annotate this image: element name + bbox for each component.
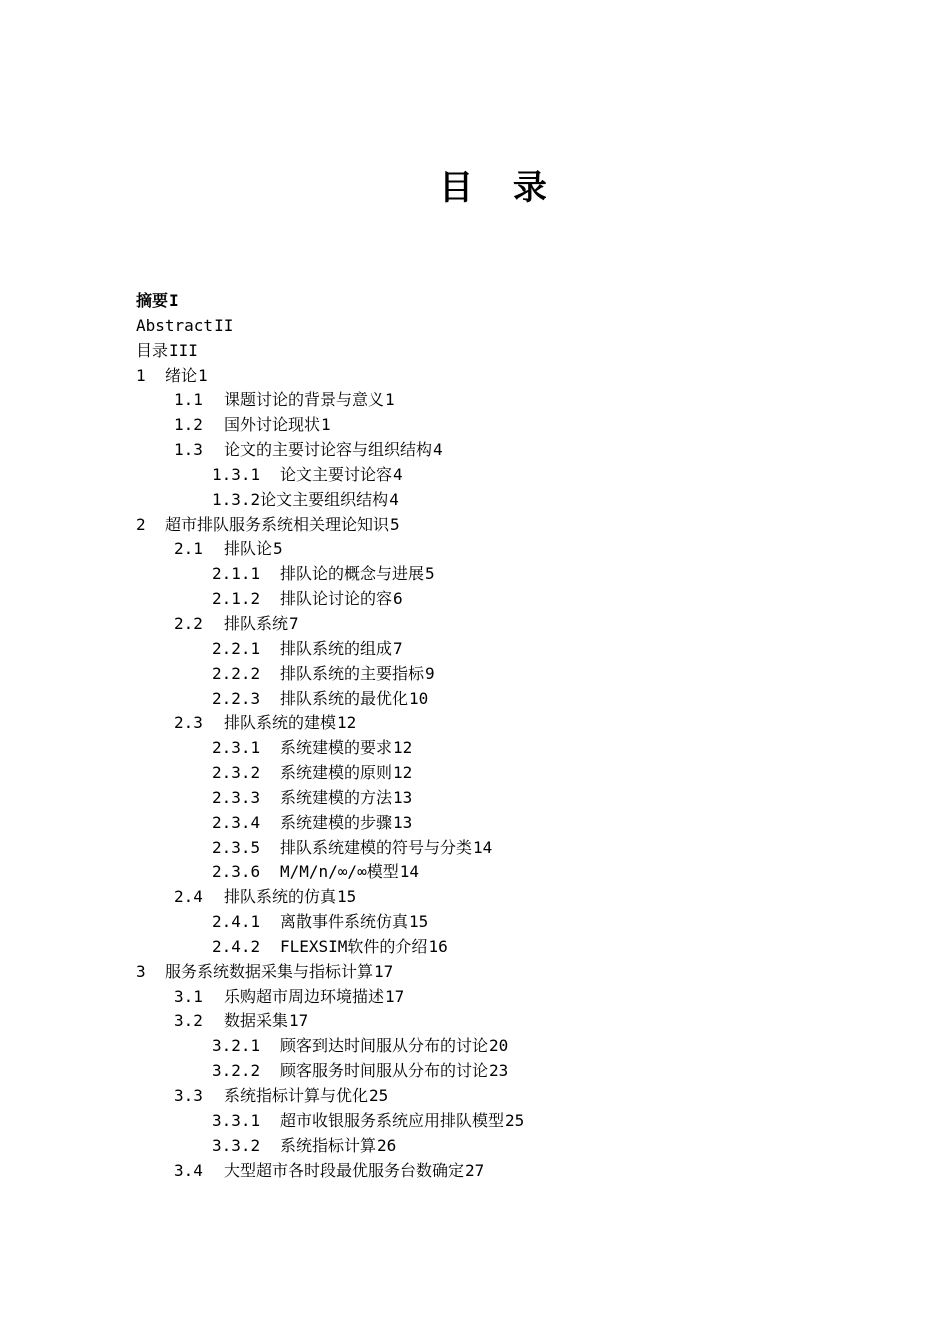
toc-entry-page: III (169, 340, 198, 360)
toc-entry[interactable] (136, 811, 916, 836)
toc-entry-page: 23 (489, 1061, 509, 1081)
toc-entry-number: 2.4.2 (212, 936, 261, 956)
toc-entry-title: 系统建模的要求 (280, 738, 393, 758)
toc-entry-page: 14 (473, 837, 493, 857)
toc-entry-page: 1 (321, 415, 331, 435)
toc-entry[interactable] (136, 1134, 916, 1159)
toc-entry-page: 25 (369, 1086, 389, 1105)
toc-entry-number: 3.3.1 (212, 1110, 261, 1130)
toc-entry-title: 顾客到达时间服从分布的讨论 (280, 1036, 489, 1056)
toc-entry-title: 目录 (136, 340, 169, 360)
toc-entry[interactable] (136, 289, 916, 314)
toc-entry-title: 离散事件系统仿真 (280, 912, 409, 932)
toc-entry-number: 2.1 (174, 539, 203, 559)
toc-entry-page: 1 (385, 390, 395, 410)
toc-entry-title: 系统建模的步骤 (280, 812, 393, 832)
toc-entry[interactable] (136, 736, 916, 761)
toc-entry-title: 系统建模的原则 (280, 763, 393, 783)
toc-entry-title: 排队论 (224, 539, 273, 559)
toc-entry-title: 排队论的概念与进展 (280, 564, 425, 584)
toc-entry-page: 7 (393, 638, 403, 658)
toc-entry-title: 乐购超市周边环境描述 (224, 986, 385, 1006)
toc-entry-page: 4 (433, 440, 443, 460)
toc-entry-page: 5 (390, 514, 400, 534)
toc-entry-title: 论文主要讨论容 (280, 464, 393, 484)
toc-entry-title: 排队系统建模的符号与分类 (280, 837, 473, 857)
toc-entry-page: 16 (428, 936, 448, 956)
toc-entry[interactable] (136, 985, 916, 1010)
toc-entry-page: 17 (374, 961, 394, 981)
toc-entry[interactable] (136, 612, 916, 637)
toc-entry-page: 6 (393, 589, 403, 609)
toc-entry-number: 2.4 (174, 887, 203, 907)
toc-entry[interactable] (136, 513, 916, 538)
toc-entry[interactable] (136, 711, 916, 736)
toc-entry-title: 排队系统的最优化 (280, 688, 409, 708)
toc-entry-title: 排队系统的仿真 (224, 887, 337, 907)
toc-entry-number: 2.3.6 (212, 862, 261, 882)
toc-entry-page: 17 (289, 1011, 309, 1031)
toc-entry-number: 1 (136, 365, 146, 385)
toc-entry[interactable] (136, 463, 916, 488)
toc-entry-number: 2.1.1 (212, 564, 261, 584)
toc-entry[interactable] (136, 388, 916, 413)
toc-entry-title: 排队论讨论的容 (280, 589, 393, 609)
toc-entry-title: 超市排队服务系统相关理论知识 (165, 514, 390, 534)
toc-entry-page: 14 (399, 862, 419, 882)
toc-entry-number: 2.2.1 (212, 638, 261, 658)
toc-entry-title: 国外讨论现状 (224, 415, 321, 435)
toc-entry-page: 10 (409, 688, 429, 708)
toc-entry-title: 排队系统的主要指标 (280, 663, 425, 683)
toc-entry[interactable] (136, 910, 916, 935)
toc-entry-number: 3.3.2 (212, 1135, 261, 1155)
toc-entry-number: 3 (136, 961, 146, 981)
toc-entry-title: 排队系统 (224, 613, 289, 633)
toc-entry[interactable] (136, 935, 916, 960)
toc-entry-page: 12 (337, 713, 357, 733)
toc-entry-page: 20 (489, 1036, 509, 1056)
toc-entry-number: 2.3 (174, 713, 203, 733)
toc-entry-number: 2.4.1 (212, 912, 261, 932)
toc-entry-page: 9 (425, 663, 435, 683)
toc-entry-number: 1.2 (174, 415, 203, 435)
toc-entry[interactable] (136, 1109, 916, 1134)
toc-entry-number: 2.3.5 (212, 837, 261, 857)
toc-entry[interactable] (136, 687, 916, 712)
toc-entry[interactable] (136, 1159, 916, 1184)
toc-entry-title: 顾客服务时间服从分布的讨论 (280, 1061, 489, 1081)
toc-entry-number: 1.3.2 (212, 489, 261, 509)
toc-entry-page: 27 (465, 1160, 485, 1180)
toc-entry-title: 大型超市各时段最优服务台数确定 (224, 1160, 465, 1180)
toc-entry[interactable] (136, 662, 916, 687)
toc-entry-number: 2.1.2 (212, 589, 261, 609)
toc-entry-title: FLEXSIM软件的介绍 (280, 936, 428, 956)
toc-entry[interactable] (136, 339, 916, 364)
toc-entry-page: 15 (337, 887, 357, 907)
toc-entry-number: 2.3.1 (212, 738, 261, 758)
toc-entry[interactable] (136, 537, 916, 562)
toc-entry-title: 数据采集 (224, 1011, 289, 1031)
toc-entry-title: 课题讨论的背景与意义 (224, 390, 385, 410)
toc-entry-page: 4 (389, 489, 399, 509)
toc-entry-title: 系统指标计算与优化 (224, 1086, 369, 1105)
toc-entry[interactable] (136, 587, 916, 612)
toc-entry-number: 1.3 (174, 440, 203, 460)
toc-entry-title: 摘要 (136, 291, 169, 310)
toc-entry-title: 系统建模的方法 (280, 787, 393, 807)
toc-entry-page: 25 (505, 1110, 525, 1130)
toc-entry-page: 5 (273, 539, 283, 559)
toc-entry-page: II (214, 315, 234, 335)
toc-entry-title: 绪论 (165, 365, 198, 385)
toc-entry-page: 13 (393, 787, 413, 807)
toc-entry-title: Abstract (136, 315, 214, 335)
toc-entry[interactable] (136, 786, 916, 811)
toc-entry-number: 1.3.1 (212, 464, 261, 484)
toc-entry-number: 3.4 (174, 1160, 203, 1180)
toc-entry[interactable] (136, 1009, 916, 1034)
toc-entry-number: 3.1 (174, 986, 203, 1006)
toc-entry[interactable] (136, 761, 916, 786)
toc-entry[interactable] (136, 960, 916, 985)
toc-entry-number: 1.1 (174, 390, 203, 410)
toc-entry-number: 2.3.4 (212, 812, 261, 832)
toc-entry[interactable] (136, 637, 916, 662)
toc-entry-number: 3.2.2 (212, 1061, 261, 1081)
toc-entry-number: 2.2 (174, 613, 203, 633)
toc-entry[interactable] (136, 1084, 916, 1109)
toc-entry-page: 13 (393, 812, 413, 832)
toc-entry-number: 2.3.3 (212, 787, 261, 807)
toc-entry-number: 3.3 (174, 1086, 203, 1105)
toc-entry-title: 超市收银服务系统应用排队模型 (280, 1110, 505, 1130)
toc-entry-number: 2 (136, 514, 146, 534)
toc-entry-page: 17 (385, 986, 405, 1006)
toc-entry[interactable] (136, 438, 916, 463)
toc-entry-number: 2.2.3 (212, 688, 261, 708)
toc-entry-page: 1 (198, 365, 208, 385)
toc-entry-page: 4 (393, 464, 403, 484)
toc-entry-number: 2.3.2 (212, 763, 261, 783)
toc-entry-page: 5 (425, 564, 435, 584)
toc-entry-number: 3.2 (174, 1011, 203, 1031)
table-of-contents (136, 289, 916, 1183)
toc-entry[interactable] (136, 562, 916, 587)
toc-entry[interactable] (136, 1059, 916, 1084)
toc-entry-title: 服务系统数据采集与指标计算 (165, 961, 374, 981)
toc-entry-number: 2.2.2 (212, 663, 261, 683)
toc-entry-title: 论文主要组织结构 (260, 489, 389, 509)
toc-entry-page: 15 (409, 912, 429, 932)
toc-entry-title: 论文的主要讨论容与组织结构 (224, 440, 433, 460)
toc-entry[interactable] (136, 885, 916, 910)
toc-entry[interactable] (136, 836, 916, 861)
toc-entry-page: 12 (393, 763, 413, 783)
toc-entry-page: 12 (393, 738, 413, 758)
toc-entry-title: 系统指标计算 (280, 1135, 377, 1155)
toc-entry-title: 排队系统的组成 (280, 638, 393, 658)
toc-entry-page: I (169, 291, 179, 310)
toc-entry-page: 7 (289, 613, 299, 633)
toc-entry[interactable] (136, 488, 916, 513)
toc-entry[interactable] (136, 413, 916, 438)
toc-entry[interactable] (136, 364, 916, 389)
toc-entry[interactable] (136, 1034, 916, 1059)
toc-entry-page: 26 (377, 1135, 397, 1155)
toc-entry-number: 3.2.1 (212, 1036, 261, 1056)
page-title: 目 录 (439, 168, 561, 208)
toc-entry[interactable] (136, 860, 916, 885)
toc-entry[interactable] (136, 314, 916, 339)
toc-entry-title: M/M/n/∞/∞模型 (280, 862, 399, 882)
toc-entry-title: 排队系统的建模 (224, 713, 337, 733)
